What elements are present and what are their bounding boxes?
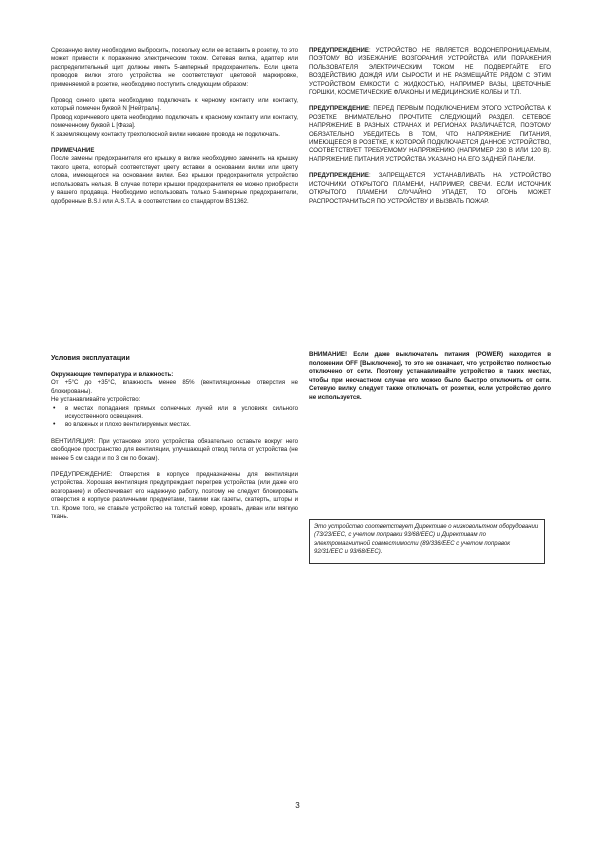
attention-section (309, 351, 551, 403)
warning-label: ПРЕДУПРЕЖДЕНИЕ (309, 47, 369, 54)
left-top-column (51, 47, 298, 206)
compliance-notice-box (309, 519, 545, 564)
blue-wire-instruction: Провод синего цвета необходимо подключать к черному контакту или контакту, который помечен буквой N [Нейтраль]. (51, 97, 298, 113)
ventilation-text: ВЕНТИЛЯЦИЯ: При установке этого устройства обязательно оставьте вокруг него свободное пространство для вентиляции, улучшающей отвод тепла от устройства (не менее 5 см сзади и по 3 см по бокам). (51, 437, 298, 462)
warning-water (309, 47, 551, 97)
right-top-column (309, 47, 551, 206)
list-item: • во влажных и плохо вентилируемых местах. (65, 421, 298, 429)
note-heading: ПРИМЕЧАНИЕ (51, 147, 95, 155)
warning-label: ПРЕДУПРЕЖДЕНИЕ (309, 172, 369, 180)
warning-water-text: : УСТРОЙСТВО НЕ ЯВЛЯЕТСЯ ВОДОНЕПРОНИЦАЕМЫМ, ПОЭТОМУ ВО ИЗБЕЖАНИЕ ВОЗГОРАНИЯ УСТРОЙСТВА ИЛИ ПОРАЖЕНИЯ ПОЛЬЗОВАТЕЛЯ ЭЛЕКТРИЧЕСКИМ ТОКОМ НЕ ПОДВЕРГАЙТЕ ЕГО ВОЗДЕЙСТВИЮ ДОЖДЯ ИЛИ СЫРОСТИ И НЕ РАЗМЕЩАЙТЕ РЯДОМ С ЭТИМ УСТРОЙСТВОМ ЕМКОСТИ С ЖИДКОСТЬЮ, НАПРИМЕР ВАЗЫ, ЦВЕТОЧНЫЕ ГОРШКИ, КОСМЕТИЧЕСКИЕ ФЛАКОНЫ И МЕДИЦИНСКИЕ КОЛБЫ И Т.П. (309, 47, 551, 97)
operating-conditions-section (51, 354, 298, 522)
warning-voltage-text: : ПЕРЕД ПЕРВЫМ ПОДКЛЮЧЕНИЕМ ЭТОГО УСТРОЙСТВА К РОЗЕТКЕ ВНИМАТЕЛЬНО ПРОЧТИТЕ СЛЕДУЮЩИЙ РАЗДЕЛ. СЕТЕВОЕ НАПРЯЖЕНИЕ В РАЗНЫХ СТРАНАХ И РЕГИОНАХ РАЗЛИЧАЕТСЯ, ПОЭТОМУ ОБЯЗАТЕЛЬНО УБЕДИТЕСЬ В ТОМ, ЧТО НАПРЯЖЕНИЕ ПИТАНИЯ, ИМЕЮЩЕЕСЯ В РОЗЕТКЕ, К КОТОРОЙ ПОДКЛЮЧАЕТСЯ ДАННОЕ УСТРОЙСТВО, СООТВЕТСТВУЕТ ТРЕБУЕМОМУ НАПРЯЖЕНИЮ (НАПРИМЕР 230 В ИЛИ 120 В). НАПРЯЖЕНИЕ ПИТАНИЯ УСТРОЙСТВА УКАЗАНО НА ЕГО ЗАДНЕЙ ПАНЕЛИ. (309, 105, 551, 163)
earth-contact-instruction: К заземляющему контакту трехполюсной вилки никакие провода не подключать. (51, 130, 280, 138)
ventilation-warning: ПРЕДУПРЕЖДЕНИЕ: Отверстия в корпусе предназначены для вентиляции устройства. Хорошая вентиляция предупреждает перегрев устройства (или даже его возгорание) и обеспечивает его надежную работу, поэтому не следует блокировать отверстия в корпусе различными предметами, такими как газеты, скатерть, шторы и т.п. Кроме того, не ставьте устройство на толстый ковер, кровать, диван или мягкую ткань. (51, 471, 298, 521)
operating-conditions-heading: Условия эксплуатации (51, 355, 130, 362)
compliance-notice-text: Это устройство соответствует Директиве о низковольтном оборудовании (73/23/EEC, с учетом поправки 93/68/EEC) и Директивам по электромагнитной совместимости (89/336/EEC с учетом поправок 92/31/EEC и 93/68/EEC). (314, 524, 539, 555)
attention-text: ВНИМАНИЕ! Если даже выключатель питания (POWER) находится в положении OFF [Выключено], то это не означает, что устройство полностью отключено от сети. Поэтому устанавливайте устройство в таких местах, чтобы при несчастном случае его можно было быстро отключить от сети. Сетевую вилку следует также отключать от розетки, если устройство долго не используется. (309, 351, 551, 401)
warning-flame-text: : ЗАПРЕЩАЕТСЯ УСТАНАВЛИВАТЬ НА УСТРОЙСТВО ИСТОЧНИКИ ОТКРЫТОГО ПЛАМЕНИ, НАПРИМЕР, СВЕЧИ. ЕСЛИ ИСТОЧНИК ОТКРЫТОГО ПЛАМЕНИ СЛУЧАЙНО УПАДЕТ, ТО ОГОНЬ МОЖЕТ РАСПРОСТРАНИТЬСЯ ПО УСТРОЙСТВУ И ВЫЗВАТЬ ПОЖАР. (309, 172, 551, 205)
environment-text: От +5°С до +35°С, влажность менее 85% (вентиляционные отверстия не блокированы). (51, 379, 298, 395)
environment-heading: Окружающие температура и влажность: (51, 371, 174, 378)
warning-flame (309, 172, 551, 206)
brown-wire-instruction: Провод коричневого цвета необходимо подключать к красному контакту или контакту, помеченному буквой L [Фаза]. (51, 113, 298, 130)
list-item: • в местах попадания прямых солнечных лучей или в условиях сильного искусственного освещения. (65, 405, 298, 422)
do-not-install-list (51, 405, 298, 430)
plug-disposal-paragraph: Срезанную вилку необходимо выбросить, поскольку если ее вставить в розетку, то это может привести к поражению электрическим током. Сетевая вилка, адаптер или распределительный щит должны иметь 5-амперный предохранитель. Если цвета проводов вилки этого устройства не соответствуют цветовой маркировке, применяемой в розетке, необходимо поступить следующим образом: (51, 47, 298, 88)
warning-label: ПРЕДУПРЕЖДЕНИЕ (309, 105, 369, 113)
page-number: 3 (295, 801, 300, 810)
note-text: После замены предохранителя его крышку в вилке необходимо заменить на крышку такого цвета, который соответствует цвету вставки в основании вилки или цвету слова, имеющегося на основании вилки. Без крышки предохранителя устройство использовать нельзя. В случае потери крышки предохранителя ее можно приобрести у вашего продавца. Необходимо использовать только 5-амперные предохранители, одобренные B.S.I или A.S.T.A. в соответствии со стандартом BS1362. (51, 155, 298, 205)
do-not-install-text: Не устанавливайте устройство: (51, 396, 141, 404)
warning-voltage (309, 105, 551, 164)
